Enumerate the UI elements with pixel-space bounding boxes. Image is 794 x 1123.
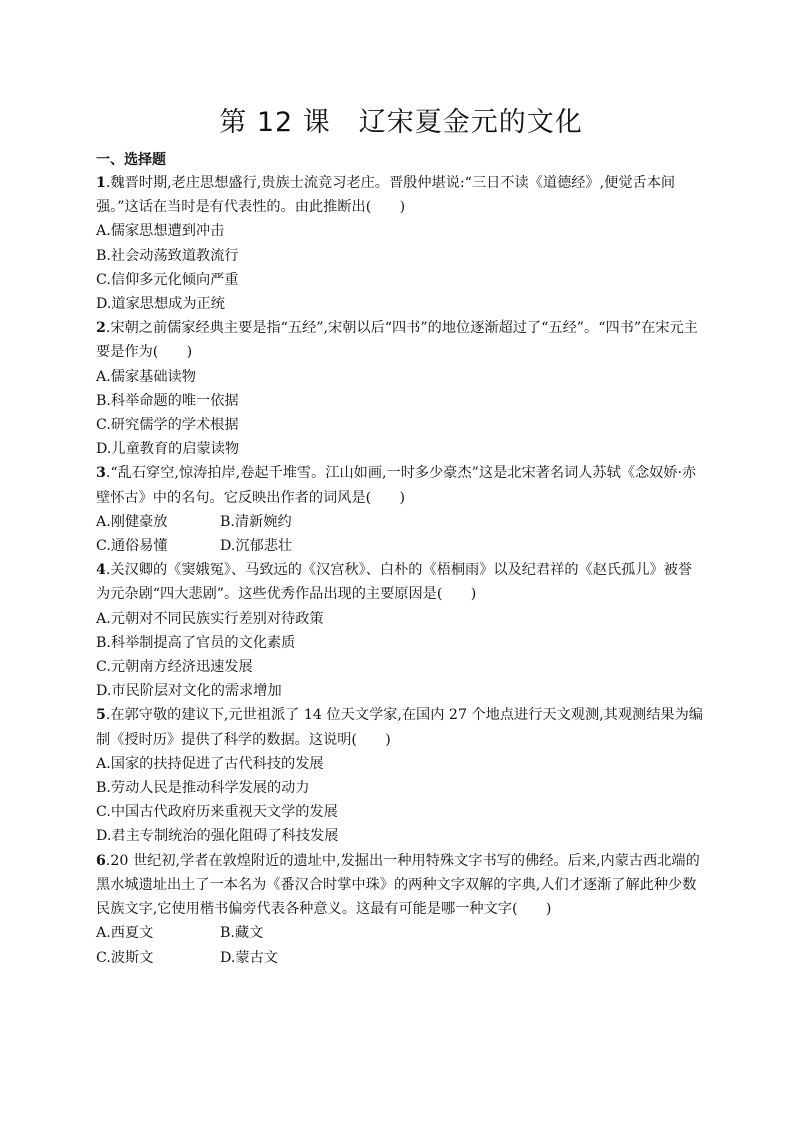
question-number: 2 bbox=[96, 320, 106, 337]
option-d: D.市民阶层对文化的需求增加 bbox=[96, 683, 282, 700]
option-b: B.科举命题的唯一依据 bbox=[96, 392, 239, 409]
option-a: A.国家的扶持促进了古代科技的发展 bbox=[96, 755, 324, 772]
question-6 bbox=[96, 849, 706, 922]
option-a: A.儒家思想遭到冲击 bbox=[96, 223, 225, 240]
question-number: 1 bbox=[96, 175, 106, 191]
option-a: A.儒家基础读物 bbox=[96, 368, 196, 385]
option-a: A.元朝对不同民族实行差别对待政策 bbox=[96, 610, 324, 627]
option-d: D.蒙古文 bbox=[220, 949, 278, 966]
option-c: C.中国古代政府历来重视天文学的发展 bbox=[96, 804, 338, 821]
option-b: B.劳动人民是推动科学发展的动力 bbox=[96, 780, 310, 797]
section-heading: 一、选择题 bbox=[96, 152, 166, 168]
question-5 bbox=[96, 703, 706, 751]
option-c: C.通俗易懂 bbox=[96, 538, 168, 555]
option-b: B.社会动荡致道教流行 bbox=[96, 247, 239, 264]
option-row bbox=[96, 946, 706, 970]
document-page bbox=[96, 100, 706, 970]
question-number: 5 bbox=[96, 707, 106, 724]
question-number: 6 bbox=[96, 852, 106, 869]
option-d: D.沉郁悲壮 bbox=[220, 538, 293, 555]
question-number: 3 bbox=[96, 465, 106, 482]
option-a: A.刚健豪放 bbox=[96, 513, 168, 530]
lesson-title: 第 12 课 辽宋夏金元的文化 bbox=[219, 107, 583, 138]
option-b: B.科举制提高了官员的文化素质 bbox=[96, 634, 296, 651]
question-1 bbox=[96, 171, 706, 219]
option-a: A.西夏文 bbox=[96, 925, 154, 942]
question-text: .关汉卿的《窦娥冤》、马致远的《汉宫秋》、白朴的《梧桐雨》以及纪君祥的《赵氏孤儿》被誉为元杂剧“四大悲剧”。这些优秀作品出现的主要原因是( ) bbox=[96, 562, 693, 603]
option-c: C.研究儒学的学术根据 bbox=[96, 417, 239, 434]
option-c: C.波斯文 bbox=[96, 949, 154, 966]
option-row bbox=[96, 510, 706, 534]
option-row bbox=[96, 534, 706, 558]
question-text: .“乱石穿空,惊涛拍岸,卷起千堆雪。江山如画,一时多少豪杰”这是北宋著名词人苏轼《念奴娇·赤壁怀古》中的名句。它反映出作者的词风是( ) bbox=[96, 465, 697, 506]
question-4 bbox=[96, 558, 706, 606]
option-b: B.清新婉约 bbox=[220, 513, 292, 530]
option-d: D.道家思想成为正统 bbox=[96, 296, 225, 313]
question-2 bbox=[96, 316, 706, 364]
question-text: .20 世纪初,学者在敦煌附近的遗址中,发掘出一种用特殊文字书写的佛经。后来,内蒙古西北端的黑水城遗址出土了一本名为《番汉合时掌中珠》的两种文字双解的字典,人们才逐渐了解此种少数民族文字,它使用楷书偏旁代表各种意义。这最有可能是哪一种文字( ) bbox=[96, 852, 700, 918]
question-text: .在郭守敬的建议下,元世祖派了 14 位天文学家,在国内 27 个地点进行天文观测,其观测结果为编制《授时历》提供了科学的数据。这说明( ) bbox=[96, 707, 703, 748]
option-c: C.信仰多元化倾向严重 bbox=[96, 271, 239, 288]
option-b: B.藏文 bbox=[220, 925, 264, 942]
option-d: D.君主专制统治的强化阻碍了科技发展 bbox=[96, 828, 339, 845]
option-d: D.儿童教育的启蒙读物 bbox=[96, 441, 240, 458]
option-c: C.元朝南方经济迅速发展 bbox=[96, 659, 253, 676]
question-3 bbox=[96, 461, 706, 509]
option-row bbox=[96, 921, 706, 945]
question-number: 4 bbox=[96, 562, 106, 579]
question-text: .宋朝之前儒家经典主要是指“五经”,宋朝以后“四书”的地位逐渐超过了“五经”。“四书”在宋元主要是作为( ) bbox=[96, 320, 698, 361]
question-text: .魏晋时期,老庄思想盛行,贵族士流竞习老庄。晋殷仲堪说:“三日不读《道德经》,便觉舌本间强。”这话在当时是有代表性的。由此推断出( ) bbox=[96, 175, 676, 216]
